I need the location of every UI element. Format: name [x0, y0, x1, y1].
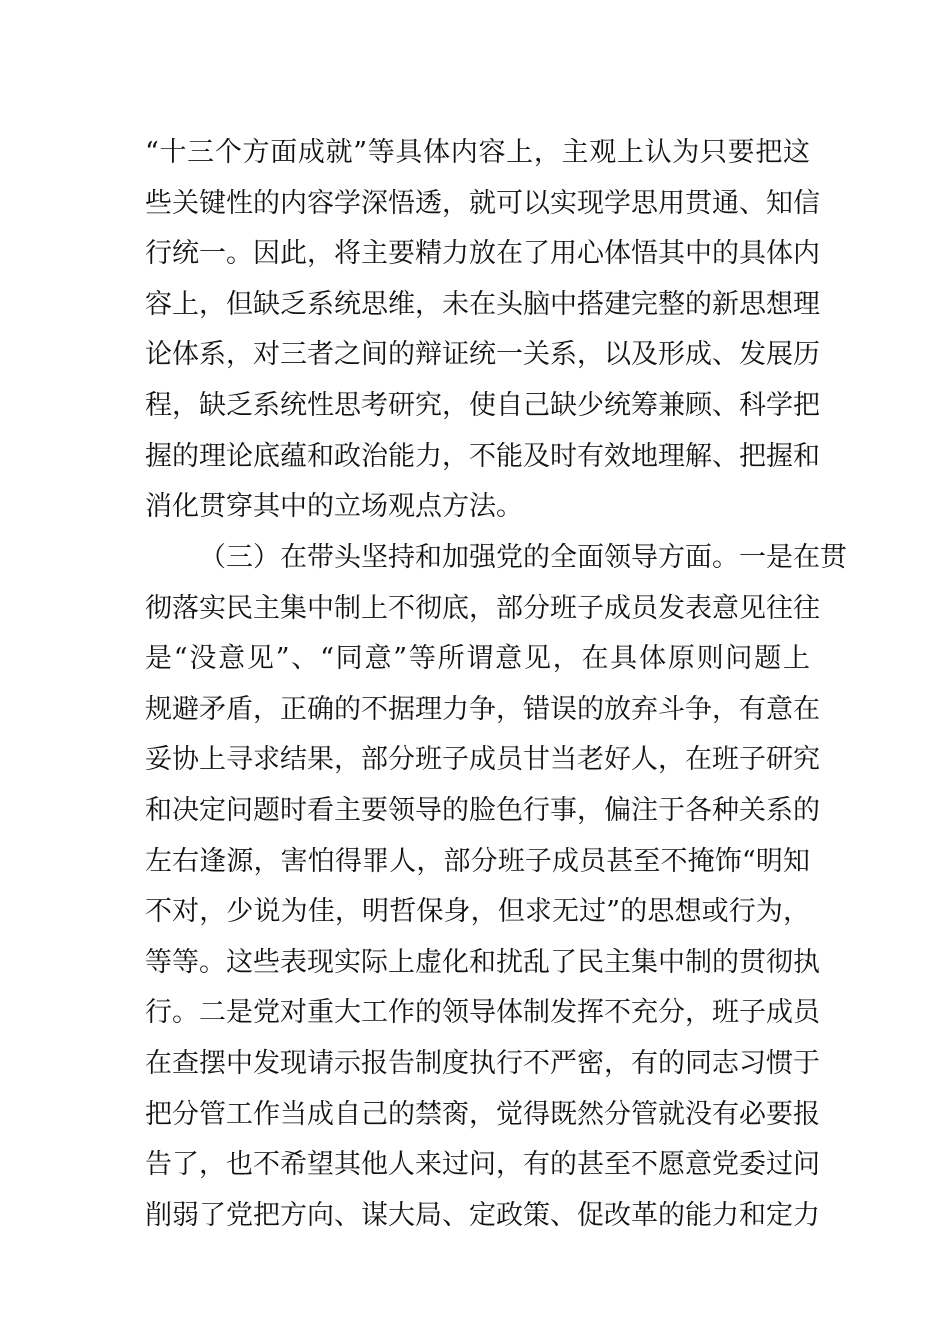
text-line: 握的理论底蕴和政治能力，不能及时有效地理解、把握和 [145, 440, 820, 472]
text-line: 左右逢源，害怕得罪人，部分班子成员甚至不掩饰“明知 [145, 845, 810, 877]
text-line: 等等。这些表现实际上虚化和扰乱了民主集中制的贯彻执 [145, 946, 820, 978]
text-line: 把分管工作当成自己的禁脔，觉得既然分管就没有必要报 [145, 1098, 820, 1130]
text-line: （三）在带头坚持和加强党的全面领导方面。一是在贯 [199, 542, 847, 573]
text-line: 告了，也不希望其他人来过问，有的甚至不愿意党委过问 [145, 1149, 820, 1181]
text-line: 程，缺乏系统性思考研究，使自己缺少统筹兼顾、科学把 [145, 389, 820, 421]
text-line: 行。二是党对重大工作的领导体制发挥不充分，班子成员 [145, 997, 820, 1029]
text-line: 彻落实民主集中制上不彻底，部分班子成员发表意见往往 [145, 592, 820, 624]
text-line: “十三个方面成就”等具体内容上，主观上认为只要把这 [145, 137, 810, 168]
text-line: 和决定问题时看主要领导的脸色行事，偏注于各种关系的 [145, 794, 820, 826]
text-line: 规避矛盾，正确的不据理力争，错误的放弃斗争，有意在 [145, 693, 820, 725]
text-line: 妥协上寻求结果，部分班子成员甘当老好人，在班子研究 [145, 744, 820, 776]
text-line: 削弱了党把方向、谋大局、定政策、促改革的能力和定力 [145, 1199, 820, 1231]
text-line: 些关键性的内容学深悟透，就可以实现学思用贯通、知信 [145, 187, 820, 219]
text-line: 是“没意见”、“同意”等所谓意见，在具体原则问题上 [145, 643, 810, 675]
text-line: 论体系，对三者之间的辩证统一关系，以及形成、发展历 [145, 339, 820, 371]
text-line: 容上，但缺乏系统思维，未在头脑中搭建完整的新思想理 [145, 288, 820, 320]
paragraph-continuation [145, 128, 820, 533]
text-line: 不对，少说为佳，明哲保身，但求无过”的思想或行为， [145, 896, 810, 928]
paragraph-section-three [145, 533, 847, 1241]
text-line: 消化贯穿其中的立场观点方法。 [145, 491, 523, 523]
text-line: 行统一。因此，将主要精力放在了用心体悟其中的具体内 [145, 238, 820, 270]
text-line: 在查摆中发现请示报告制度执行不严密，有的同志习惯于 [145, 1047, 820, 1079]
